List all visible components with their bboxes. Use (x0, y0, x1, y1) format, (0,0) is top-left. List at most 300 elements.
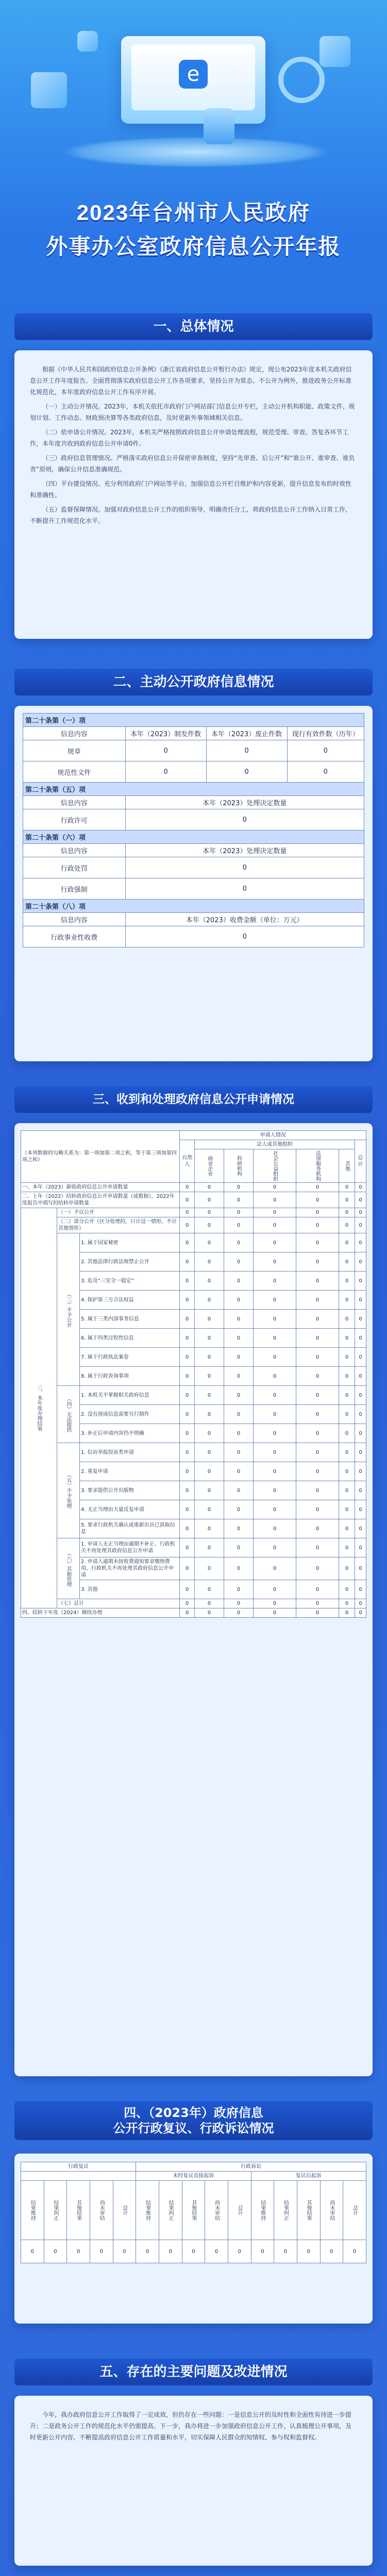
table-cell: 0 (195, 1519, 224, 1538)
table-cell: 0 (251, 2240, 274, 2263)
row-label: （五）不予处理 (57, 1443, 80, 1538)
table-row (21, 1538, 366, 1557)
table-cell: 0 (224, 1608, 254, 1618)
table-cell: 0 (224, 1519, 254, 1538)
table-cell: 0 (296, 1183, 339, 1192)
table-cell: 0 (355, 1329, 366, 1348)
row-label: 3. 其他 (80, 1580, 180, 1599)
table-cell: 0 (254, 1217, 296, 1233)
column-header: 法人或其他组织 (195, 1140, 355, 1149)
table-cell: 0 (180, 1386, 195, 1405)
table-cell: 0 (180, 1424, 195, 1443)
table-cell: 0 (339, 1608, 355, 1618)
table-cell: 0 (296, 1233, 339, 1252)
table-cell: 0 (254, 1405, 296, 1424)
table-cell: 0 (355, 1217, 366, 1233)
table-row: 规章 0 0 0 (23, 740, 364, 761)
table-cell: 0 (355, 1348, 366, 1367)
table-cell: 0 (180, 1252, 195, 1272)
section-1-title: 一、总体情况 (14, 313, 373, 340)
column-header: 复议后起诉 (251, 2172, 366, 2181)
table-cell: 0 (224, 1329, 254, 1348)
table-cell: 0 (355, 1252, 366, 1272)
column-header (21, 2172, 136, 2181)
table-cell: 0 (254, 1291, 296, 1310)
table-cell: 0 (224, 1386, 254, 1405)
table-cell: 0 (339, 1538, 355, 1557)
lock-icon (204, 108, 234, 144)
table-cell: 0 (339, 1329, 355, 1348)
table-cell: 0 (180, 1183, 195, 1192)
table-cell: 0 (90, 2240, 113, 2263)
column-header: 现行有效件数（历年） (287, 727, 364, 740)
title-line-2: 外事办公室政府信息公开年报 (46, 234, 341, 259)
table-cell: 0 (180, 1462, 195, 1481)
table-cell: 0 (355, 1580, 366, 1599)
column-header: 结果维持 (21, 2181, 44, 2240)
row-label: 2. 其他法律行政法规禁止公开 (80, 1252, 180, 1272)
table-cell: 0 (355, 1608, 366, 1618)
row-label: 4. 保护第三方合法权益 (80, 1291, 180, 1310)
table-cell: 0 (180, 1217, 195, 1233)
section-4-header (14, 2097, 373, 2143)
column-header: 结果维持 (136, 2181, 159, 2240)
page-title (0, 196, 387, 261)
table-cell: 0 (195, 1424, 224, 1443)
table-cell: 0 (355, 1183, 366, 1192)
table-cell: 0 (254, 1538, 296, 1557)
table-cell: 0 (180, 1557, 195, 1580)
table-cell: 0 (180, 1500, 195, 1519)
review-panel (14, 2154, 373, 2324)
magnifier-icon (278, 57, 325, 103)
column-header: 结果维持 (251, 2181, 274, 2240)
table-cell: 0 (180, 1367, 195, 1386)
table-cell: 0 (296, 1329, 339, 1348)
table-cell: 0 (254, 1272, 296, 1291)
row-label: （二）部分公开（区分处理的，只计这一情形，不计其他情形） (57, 1217, 180, 1233)
section-5-header (14, 2354, 373, 2387)
column-header: 总计 (113, 2181, 136, 2240)
table-cell: 0 (180, 1272, 195, 1291)
row-label: 4. 无正当理由大量反复申请 (80, 1500, 180, 1519)
table-row (21, 1386, 366, 1405)
overview-paragraph: （四）平台建设情况。充分利用政府门户网站等平台，加强信息公开栏目维护和内容更新，提升信息发布的时效性和准确性。 (30, 480, 352, 499)
table-cell: 0 (224, 1183, 254, 1192)
table-row (21, 1233, 366, 1252)
column-header: 行政复议 (21, 2162, 136, 2172)
overview-paragraph: 根据《中华人民共和国政府信息公开条例》《浙江省政府信息公开暂行办法》规定，现公布2023年度本机关政府信息公开工作年度报告。全面贯彻落实政府信息公开工作各项要求，坚持公开为常态、不公开为例外，推进政务公开标准化规范化，本年度政府信息公开工作有序开展。 (30, 366, 352, 396)
column-header: 总计 (228, 2181, 251, 2240)
table-cell: 0 (195, 1386, 224, 1405)
table-cell: 0 (254, 1443, 296, 1462)
table-cell: 0 (296, 1208, 339, 1217)
table-cell: 0 (224, 1208, 254, 1217)
table-cell: 0 (224, 1348, 254, 1367)
table-cell: 0 (195, 1348, 224, 1367)
table-section-label: 第二十条第（八）项 (23, 900, 364, 913)
table-cell: 0 (355, 1443, 366, 1462)
row-label: 5. 属于三类内部事务信息 (80, 1310, 180, 1329)
table-cell: 0 (224, 1443, 254, 1462)
column-header: 自然人 (180, 1140, 195, 1183)
overview-paragraph: （五）监督保障情况。加强对政府信息公开工作的组织领导，明确责任分工，将政府信息公开工作纳入日常工作，不断提升工作规范化水平。 (30, 506, 352, 524)
table-cell: 0 (355, 1424, 366, 1443)
table-cell: 0 (254, 1183, 296, 1192)
table-cell: 0 (224, 1367, 254, 1386)
table-cell: 0 (339, 1310, 355, 1329)
table-cell: 0 (195, 1481, 224, 1500)
table-cell: 0 (180, 1538, 195, 1557)
table-row: 行政事业性收费 0 (23, 926, 364, 947)
table-cell: 0 (180, 1443, 195, 1462)
section-2-title: 二、主动公开政府信息情况 (14, 669, 373, 696)
column-header: 申请人情况 (180, 1131, 366, 1140)
row-label: 1. 本机关不掌握相关政府信息 (80, 1386, 180, 1405)
table-cell: 0 (224, 1557, 254, 1580)
table-cell: 0 (195, 1557, 224, 1580)
table-section-label: 第二十条第（六）项 (23, 831, 364, 844)
table-cell: 0 (339, 1481, 355, 1500)
overview-paragraph: （二）依申请公开情况。2023年，本机关严格按照政府信息公开申请处理流程，规范受理、审查、答复各环节工作，本年度共收到政府信息公开申请0件。 (30, 429, 349, 447)
table-cell: 0 (296, 1599, 339, 1608)
column-header: 其他结果 (297, 2181, 320, 2240)
table-cell: 0 (254, 1424, 296, 1443)
row-label: 3. 要求提供公开出版物 (80, 1481, 180, 1500)
column-header: 信息内容 (23, 844, 126, 857)
table-cell: 0 (339, 1291, 355, 1310)
table-cell: 0 (297, 2240, 320, 2263)
table-cell: 0 (254, 1386, 296, 1405)
table-cell: 0 (182, 2240, 205, 2263)
table-cell: 0 (224, 1424, 254, 1443)
row-label: 一、本年（2023）新收政府信息公开申请数量 (21, 1183, 180, 1192)
column-header: 本年（2023）处理决定数量 (125, 844, 364, 857)
section-5-title: 五、存在的主要问题及改进情况 (14, 2359, 373, 2385)
table-cell: 0 (339, 1252, 355, 1272)
table-cell: 0 (254, 1481, 296, 1500)
column-header: 本年（2023）处理决定数量 (125, 796, 364, 809)
table-cell: 0 (296, 1424, 339, 1443)
column-header: 本年（2023）废止件数 (206, 727, 287, 740)
table-cell: 0 (296, 1580, 339, 1599)
column-header: 结果纠正 (274, 2181, 297, 2240)
table-cell: 0 (355, 1233, 366, 1252)
table-cell: 0 (180, 1192, 195, 1208)
row-label: 三、本年度办理结果 (21, 1208, 57, 1608)
table-cell: 0 (195, 1580, 224, 1599)
table-cell: 0 (355, 1557, 366, 1580)
table-cell: 0 (180, 1329, 195, 1348)
row-label: 5. 要求行政机关确认或重新出具已获取信息 (80, 1519, 180, 1538)
table-cell: 0 (254, 1367, 296, 1386)
table-cell: 0 (224, 1272, 254, 1291)
table-cell: 0 (343, 2240, 366, 2263)
table-cell: 0 (195, 1183, 224, 1192)
table-row (21, 1443, 366, 1462)
table-cell: 0 (180, 1481, 195, 1500)
table-cell: 0 (355, 1519, 366, 1538)
table-cell: 0 (296, 1519, 339, 1538)
table-cell: 0 (339, 1443, 355, 1462)
column-header: 其他结果 (182, 2181, 205, 2240)
table-row: 行政强制 0 (23, 878, 364, 900)
table-cell: 0 (180, 1608, 195, 1618)
column-header: 总计 (355, 1140, 366, 1183)
table-cell: 0 (296, 1557, 339, 1580)
table-row: 行政处罚 0 (23, 857, 364, 878)
section-3-title: 三、收到和处理政府信息公开申请情况 (14, 1086, 373, 1113)
column-header: 本年（2023）收费金额（单位：万元） (125, 913, 364, 926)
table-cell: 0 (296, 1481, 339, 1500)
table-row: 规范性文件 0 0 0 (23, 761, 364, 783)
table-cell: 0 (254, 1599, 296, 1608)
table-row (21, 2240, 366, 2263)
table-cell: 0 (224, 1481, 254, 1500)
table-cell: 0 (224, 1462, 254, 1481)
table-cell: 0 (355, 1500, 366, 1519)
table-cell: 0 (224, 1538, 254, 1557)
table-cell: 0 (254, 1580, 296, 1599)
table-cell: 0 (355, 1272, 366, 1291)
table-cell: 0 (296, 1217, 339, 1233)
table-cell: 0 (195, 1329, 224, 1348)
table-cell: 0 (355, 1538, 366, 1557)
table-row (21, 1599, 366, 1608)
review-table (21, 2162, 366, 2263)
table-cell: 0 (296, 1608, 339, 1618)
table-cell: 0 (195, 1608, 224, 1618)
column-header: 本年（2023）制发件数 (125, 727, 206, 740)
table-cell: 0 (44, 2240, 67, 2263)
row-label: 3. 补正后申请内容仍不明确 (80, 1424, 180, 1443)
table-cell: 0 (339, 1183, 355, 1192)
table-row (21, 1183, 366, 1192)
table-cell: 0 (195, 1272, 224, 1291)
column-header: 其他 (339, 1149, 355, 1183)
table-cell: 0 (355, 1481, 366, 1500)
column-header: 结果纠正 (44, 2181, 67, 2240)
row-label: 7. 属于行政执法案卷 (80, 1348, 180, 1367)
table-cell: 0 (195, 1367, 224, 1386)
table-cell: 0 (254, 1608, 296, 1618)
table-cell: 0 (113, 2240, 136, 2263)
table-cell: 0 (180, 1291, 195, 1310)
table-cell: 0 (254, 1329, 296, 1348)
table-cell: 0 (224, 1291, 254, 1310)
table-cell: 0 (339, 1580, 355, 1599)
column-header: 结果纠正 (159, 2181, 182, 2240)
table-cell: 0 (339, 1424, 355, 1443)
table-cell: 0 (339, 1557, 355, 1580)
table-cell: 0 (339, 1519, 355, 1538)
column-header: 行政诉讼 (136, 2162, 366, 2172)
table-cell: 0 (296, 1367, 339, 1386)
active-disclosure-table (23, 713, 364, 947)
table-cell: 0 (195, 1252, 224, 1272)
table-cell: 0 (224, 1252, 254, 1272)
table-cell: 0 (195, 1208, 224, 1217)
table-cell: 0 (228, 2240, 251, 2263)
table-cell: 0 (296, 1252, 339, 1272)
table-cell: 0 (180, 1519, 195, 1538)
row-label: 四、结转下年度（2024）继续办理 (21, 1608, 180, 1618)
table-cell: 0 (296, 1538, 339, 1557)
table-cell: 0 (136, 2240, 159, 2263)
table-cell: 0 (339, 1208, 355, 1217)
table-row (21, 1192, 366, 1208)
column-header: 商业企业 (195, 1149, 224, 1183)
table-cell: 0 (254, 1557, 296, 1580)
table-cell: 0 (296, 1310, 339, 1329)
table-cell: 0 (355, 1405, 366, 1424)
column-header: 信息内容 (23, 913, 126, 926)
table-cell: 0 (195, 1462, 224, 1481)
table-cell: 0 (254, 1208, 296, 1217)
table-corner-label: （本列数据的勾稽关系为：第一项加第二项之和，等于第三项加第四项之和） (21, 1131, 180, 1183)
table-cell: 0 (254, 1192, 296, 1208)
table-cell: 0 (339, 1599, 355, 1608)
table-cell: 0 (21, 2240, 44, 2263)
table-cell: 0 (355, 1291, 366, 1310)
column-header: 尚未审结 (90, 2181, 113, 2240)
table-cell: 0 (355, 1367, 366, 1386)
table-cell: 0 (195, 1192, 224, 1208)
table-cell: 0 (296, 1500, 339, 1519)
row-label: （六）其他处理 (57, 1538, 80, 1599)
table-cell: 0 (195, 1500, 224, 1519)
table-row (21, 1608, 366, 1618)
table-cell: 0 (224, 1500, 254, 1519)
table-cell: 0 (296, 1386, 339, 1405)
row-label: 8. 属于行政查询事项 (80, 1367, 180, 1386)
table-cell: 0 (339, 1405, 355, 1424)
row-label: （一）予以公开 (57, 1208, 180, 1217)
row-label: 2. 申请人逾期未按收费通知要求缴纳费用、行政机关不再处理其政府信息公开申请 (80, 1557, 180, 1580)
table-cell: 0 (195, 1599, 224, 1608)
table-cell: 0 (67, 2240, 90, 2263)
column-header: 未经复议直接起诉 (136, 2172, 251, 2181)
column-header: 其他结果 (67, 2181, 90, 2240)
row-label: 2. 重复申请 (80, 1462, 180, 1481)
table-cell: 0 (180, 1233, 195, 1252)
table-cell: 0 (355, 1192, 366, 1208)
row-label: 2. 没有现成信息需要另行制作 (80, 1405, 180, 1424)
table-cell: 0 (195, 1217, 224, 1233)
column-header: 尚未审结 (320, 2181, 343, 2240)
table-cell: 0 (339, 1217, 355, 1233)
row-label: （三）不予公开 (57, 1233, 80, 1386)
section-1-header (14, 309, 373, 342)
row-label: 3. 危及“三安全一稳定” (80, 1272, 180, 1291)
column-header: 科研机构 (224, 1149, 254, 1183)
table-cell: 0 (296, 1443, 339, 1462)
column-header: 信息内容 (23, 727, 126, 740)
table-cell: 0 (254, 1233, 296, 1252)
column-header: 法律服务机构 (296, 1149, 339, 1183)
table-cell: 0 (195, 1233, 224, 1252)
table-cell: 0 (296, 1291, 339, 1310)
table-cell: 0 (180, 1310, 195, 1329)
table-cell: 0 (296, 1192, 339, 1208)
table-cell: 0 (296, 1462, 339, 1481)
table-cell: 0 (180, 1348, 195, 1367)
section-4-title: 四、（2023年）政府信息 公开行政复议、行政诉讼情况 (14, 2101, 373, 2140)
overview-panel (14, 350, 373, 639)
row-label: （七）总计 (57, 1599, 180, 1608)
row-label: 1. 属于国家秘密 (80, 1233, 180, 1252)
table-cell: 0 (339, 1462, 355, 1481)
table-cell: 0 (254, 1519, 296, 1538)
table-cell: 0 (355, 1386, 366, 1405)
table-cell: 0 (254, 1310, 296, 1329)
row-label: 1. 申请人无正当理由逾期不补正、行政机关不再处理其政府信息公开申请 (80, 1538, 180, 1557)
table-cell: 0 (224, 1580, 254, 1599)
section-3-header (14, 1082, 373, 1115)
e-gov-icon: e (179, 60, 208, 89)
table-cell: 0 (195, 1405, 224, 1424)
laptop-icon (121, 36, 265, 124)
table-cell: 0 (339, 1233, 355, 1252)
table-cell: 0 (180, 1405, 195, 1424)
table-cell: 0 (224, 1405, 254, 1424)
problems-paragraph: 今年，我办政府信息公开工作取得了一定成效，但仍存在一些问题：一是信息公开的及时性和全面性有待进一步提升；二是政务公开工作的规范化水平仍需提高。下一步，我办将进一步加强政府信息公开工作，认真梳理公开事项，及时更新公开内容，不断提高政府信息公开工作质量和水平，切实保障人民群众的知情权、参与权和监督权。 (30, 2411, 352, 2441)
table-cell: 0 (254, 1500, 296, 1519)
column-header: 信息内容 (23, 796, 126, 809)
table-cell: 0 (180, 1580, 195, 1599)
table-cell: 0 (180, 1599, 195, 1608)
column-header: 尚未审结 (205, 2181, 228, 2240)
table-cell: 0 (339, 1386, 355, 1405)
table-cell: 0 (254, 1462, 296, 1481)
table-cell: 0 (296, 1272, 339, 1291)
table-cell: 0 (296, 1405, 339, 1424)
table-cell: 0 (254, 1348, 296, 1367)
table-row: 行政许可 0 (23, 809, 364, 831)
table-cell: 0 (296, 1348, 339, 1367)
table-cell: 0 (224, 1599, 254, 1608)
table-cell: 0 (195, 1538, 224, 1557)
table-cell: 0 (195, 1443, 224, 1462)
row-label: （四）无法提供 (57, 1386, 80, 1443)
table-cell: 0 (339, 1272, 355, 1291)
table-cell: 0 (339, 1192, 355, 1208)
row-label: 6. 属于四类过程性信息 (80, 1329, 180, 1348)
table-cell: 0 (355, 1462, 366, 1481)
table-cell: 0 (339, 1367, 355, 1386)
table-cell: 0 (224, 1233, 254, 1252)
table-cell: 0 (254, 1252, 296, 1272)
table-cell: 0 (195, 1291, 224, 1310)
table-cell: 0 (195, 1310, 224, 1329)
row-label: 二、上年（2022）结转政府信息公开申请数量（或数据），2022年度报告中填写的结转申请数量 (21, 1192, 180, 1208)
table-cell: 0 (180, 1208, 195, 1217)
overview-paragraph: （三）政府信息管理情况。严格落实政府信息公开保密审查制度，坚持“先审查、后公开”和“谁公开、谁审查、谁负责”原则，确保公开信息准确规范。 (30, 454, 355, 473)
overview-paragraph: （一）主动公开情况。2023年，本机关依托市政府门户网站部门信息公开专栏，主动公开机构职能、政策文件、规划计划、工作动态、财政预决算等各类政府信息，及时更新外事领域相关信息。 (30, 403, 355, 421)
application-table (21, 1130, 366, 1618)
table-cell: 0 (355, 1599, 366, 1608)
application-panel (14, 1123, 373, 2076)
table-cell: 0 (224, 1310, 254, 1329)
table-cell: 0 (320, 2240, 343, 2263)
table-cell: 0 (355, 1208, 366, 1217)
title-line-1: 2023年台州市人民政府 (76, 200, 311, 225)
table-cell: 0 (339, 1500, 355, 1519)
table-cell: 0 (159, 2240, 182, 2263)
table-cell: 0 (224, 1217, 254, 1233)
table-cell: 0 (224, 1192, 254, 1208)
table-cell: 0 (205, 2240, 228, 2263)
